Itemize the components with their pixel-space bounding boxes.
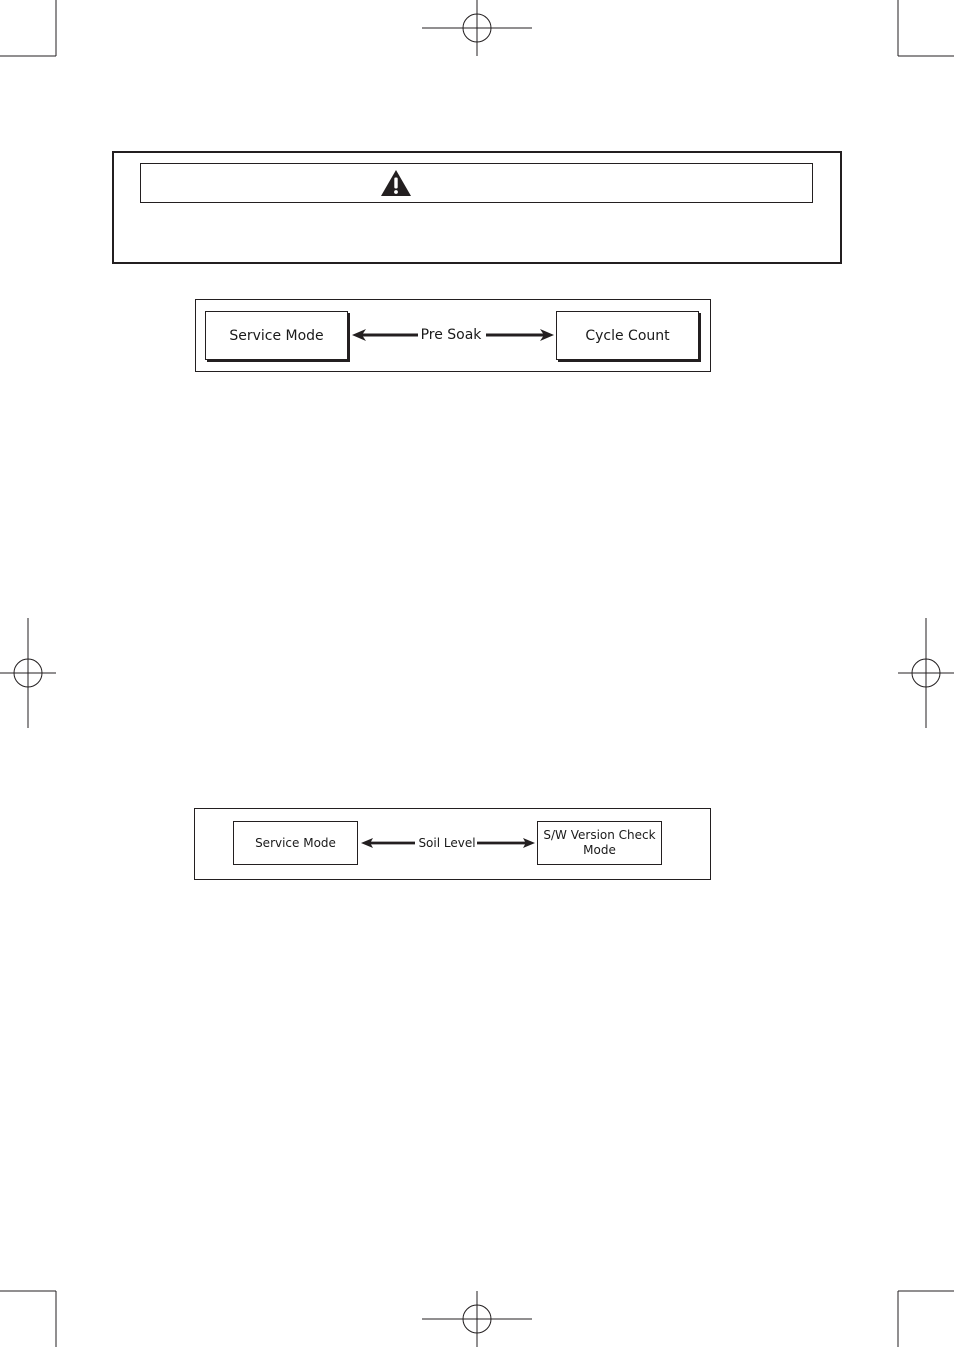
service-mode-box	[233, 821, 358, 865]
service-mode-box	[205, 311, 348, 360]
registration-target-top	[422, 0, 532, 56]
registration-target-right	[898, 618, 954, 728]
soil-level-diagram	[194, 808, 711, 880]
sw-version-check-mode-box	[537, 821, 662, 865]
warning-header-bar	[140, 163, 813, 203]
pre-soak-label: Pre Soak	[420, 327, 482, 343]
pre-soak-diagram	[195, 299, 711, 372]
registration-target-bottom	[422, 1291, 532, 1347]
sw-version-check-label-line1: S/W Version Check	[543, 828, 656, 842]
service-mode-label: Service Mode	[255, 836, 336, 850]
cycle-count-box	[556, 311, 699, 360]
sw-version-check-label-line2: Mode	[583, 843, 616, 857]
arrow-left-icon	[361, 837, 415, 849]
cycle-count-label: Cycle Count	[585, 327, 670, 344]
warning-triangle-icon	[380, 169, 412, 197]
arrow-left-icon	[352, 328, 418, 342]
service-mode-label: Service Mode	[229, 327, 324, 344]
arrow-right-icon	[486, 328, 554, 342]
soil-level-label: Soil Level	[418, 836, 476, 850]
arrow-right-icon	[477, 837, 535, 849]
registration-target-left	[0, 618, 56, 728]
